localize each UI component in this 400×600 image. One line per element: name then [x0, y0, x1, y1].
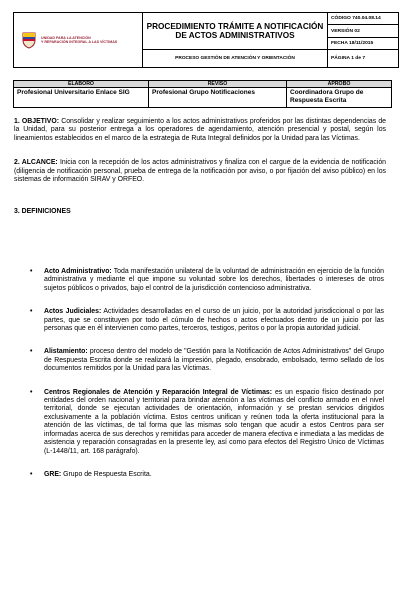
definition-text: Actividades desarrolladas en el curso de un juicio, por la autoridad jurisdiccional o por las partes, que se constituyen por todo el cúmulo de hechos o actos efectuados dentro de un juicio por las personas que en él intervienen como partes, terceros, testigos, peritos o por la propia autoridad judicial. — [44, 308, 384, 333]
definition-term: Actos Judiciales: — [44, 308, 102, 316]
bullet-icon: • — [30, 268, 33, 275]
definitions-heading: 3. DEFINICIONES — [14, 208, 71, 216]
scope-heading: 2. ALCANCE: — [14, 159, 58, 167]
logo-line-1: UNIDAD PARA LA ATENCIÓN — [41, 35, 91, 40]
reviso-value: Profesional Grupo Notificaciones — [149, 88, 287, 108]
definition-item — [30, 348, 384, 373]
definition-term: GRE: — [44, 470, 62, 478]
objective-heading: 1. OBJETIVO: — [14, 118, 60, 125]
scope-text: Inicia con la recepción de los actos administrativos y finaliza con el cargue de la evidencia de notificación (diligencia de notificación personal, prueba de entrega de la notificación por aviso, o por fijación del aviso público) en los sistemas de información SIRAV y ORFEO. — [14, 159, 386, 184]
unidad-victimas-logo — [14, 13, 142, 67]
definition-term: Centros Regionales de Atención y Reparación Integral de Víctimas: — [44, 388, 273, 396]
definition-item — [30, 268, 384, 293]
objective-text: Consolidar y realizar seguimiento a los actos administrativos proferidos por las distintas dependencias de la Unidad, para su posterior entrega a los operadores de agendamiento, atención presencial y postal, según los lineamientos establecidos en el marco de la estrategia de Ruta Integral definidos por la Unidad para las Víctimas. — [14, 118, 386, 142]
bullet-icon: • — [30, 470, 33, 478]
definition-item — [30, 308, 384, 333]
definition-text: Grupo de Respuesta Escrita. — [61, 470, 152, 478]
logo-line-2: Y REPARACIÓN INTEGRAL A LAS VÍCTIMAS — [41, 40, 118, 44]
definition-text: es un espacio físico destinado por entidades del orden nacional y territorial para brindar atención a las víctimas del conflicto armado en el nivel territorial, donde se ejecutan actividades de orientación, información y se prestan servicios dirigidos exclusivamente a la población víctima. Estos centros unifican y reúnen toda la oferta institucional para la atención de las víctimas, de tal forma que las mismas solo tengan que acudir a estos Centros para ser informadas acerca de sus derechos y remitidas para acceder de manera efectiva e inmediata a las medidas de asistencia y reparación consagradas en la presente ley, así como para efectos del Registro Único de Víctimas (L-1448/11, art. 168 parágrafo). — [44, 388, 384, 455]
definition-text: proceso dentro del modelo de "Gestión para la Notificación de Actos Administrativos" del Grupo de Respuesta Escrita donde se realizará la impresión, plegado, ensobrado, embolsado, termo sellado de los documentos remitidos por la Unidad para las Víctimas. — [44, 348, 384, 373]
reviso-label: REVISO — [149, 81, 287, 88]
scope-section — [14, 159, 386, 184]
document-header — [13, 12, 399, 68]
definition-text: Toda manifestación unilateral de la voluntad de administración en ejercicio de la función administrativa y mediante el que impone su voluntad sobre los derechos, libertades o intereses de otros sujetos públicos o privados, bajo el control de la jurisdicción contencioso administrativa. — [44, 268, 384, 292]
process-name: PROCESO GESTIÓN DE ATENCIÓN Y ORIENTACIÓN — [143, 50, 328, 68]
approval-table — [13, 80, 392, 108]
document-body — [14, 118, 386, 217]
document-version: VERSIÓN 02 — [328, 25, 399, 37]
bullet-icon: • — [30, 308, 33, 316]
objective-section — [14, 118, 386, 143]
logo-cell — [14, 13, 143, 68]
definitions-section — [14, 208, 386, 216]
definition-item — [30, 471, 384, 479]
document-date: FECHA 18/11/2015 — [328, 37, 399, 49]
aprobo-label: APROBO — [287, 81, 392, 88]
document-code: CÓDIGO 740.04.08.14 — [328, 13, 399, 25]
elaboro-label: ELABORO — [14, 81, 149, 88]
definition-term: Acto Administrativo: — [44, 268, 112, 275]
bullet-icon: • — [30, 348, 33, 356]
document-title: PROCEDIMIENTO TRÁMITE A NOTIFICACIÓN DE ACTOS ADMINISTRATIVOS — [146, 21, 324, 41]
coat-of-arms-icon — [21, 31, 37, 49]
page-number: PÁGINA 1 de 7 — [328, 50, 399, 68]
definitions-list — [30, 268, 384, 479]
bullet-icon: • — [30, 388, 33, 396]
title-cell — [143, 13, 328, 50]
aprobo-value: Coordinadora Grupo de Respuesta Escrita — [287, 88, 392, 108]
definition-item — [30, 389, 384, 456]
definition-term: Alistamiento: — [44, 348, 88, 356]
elaboro-value: Profesional Universitario Enlace SIG — [14, 88, 149, 108]
